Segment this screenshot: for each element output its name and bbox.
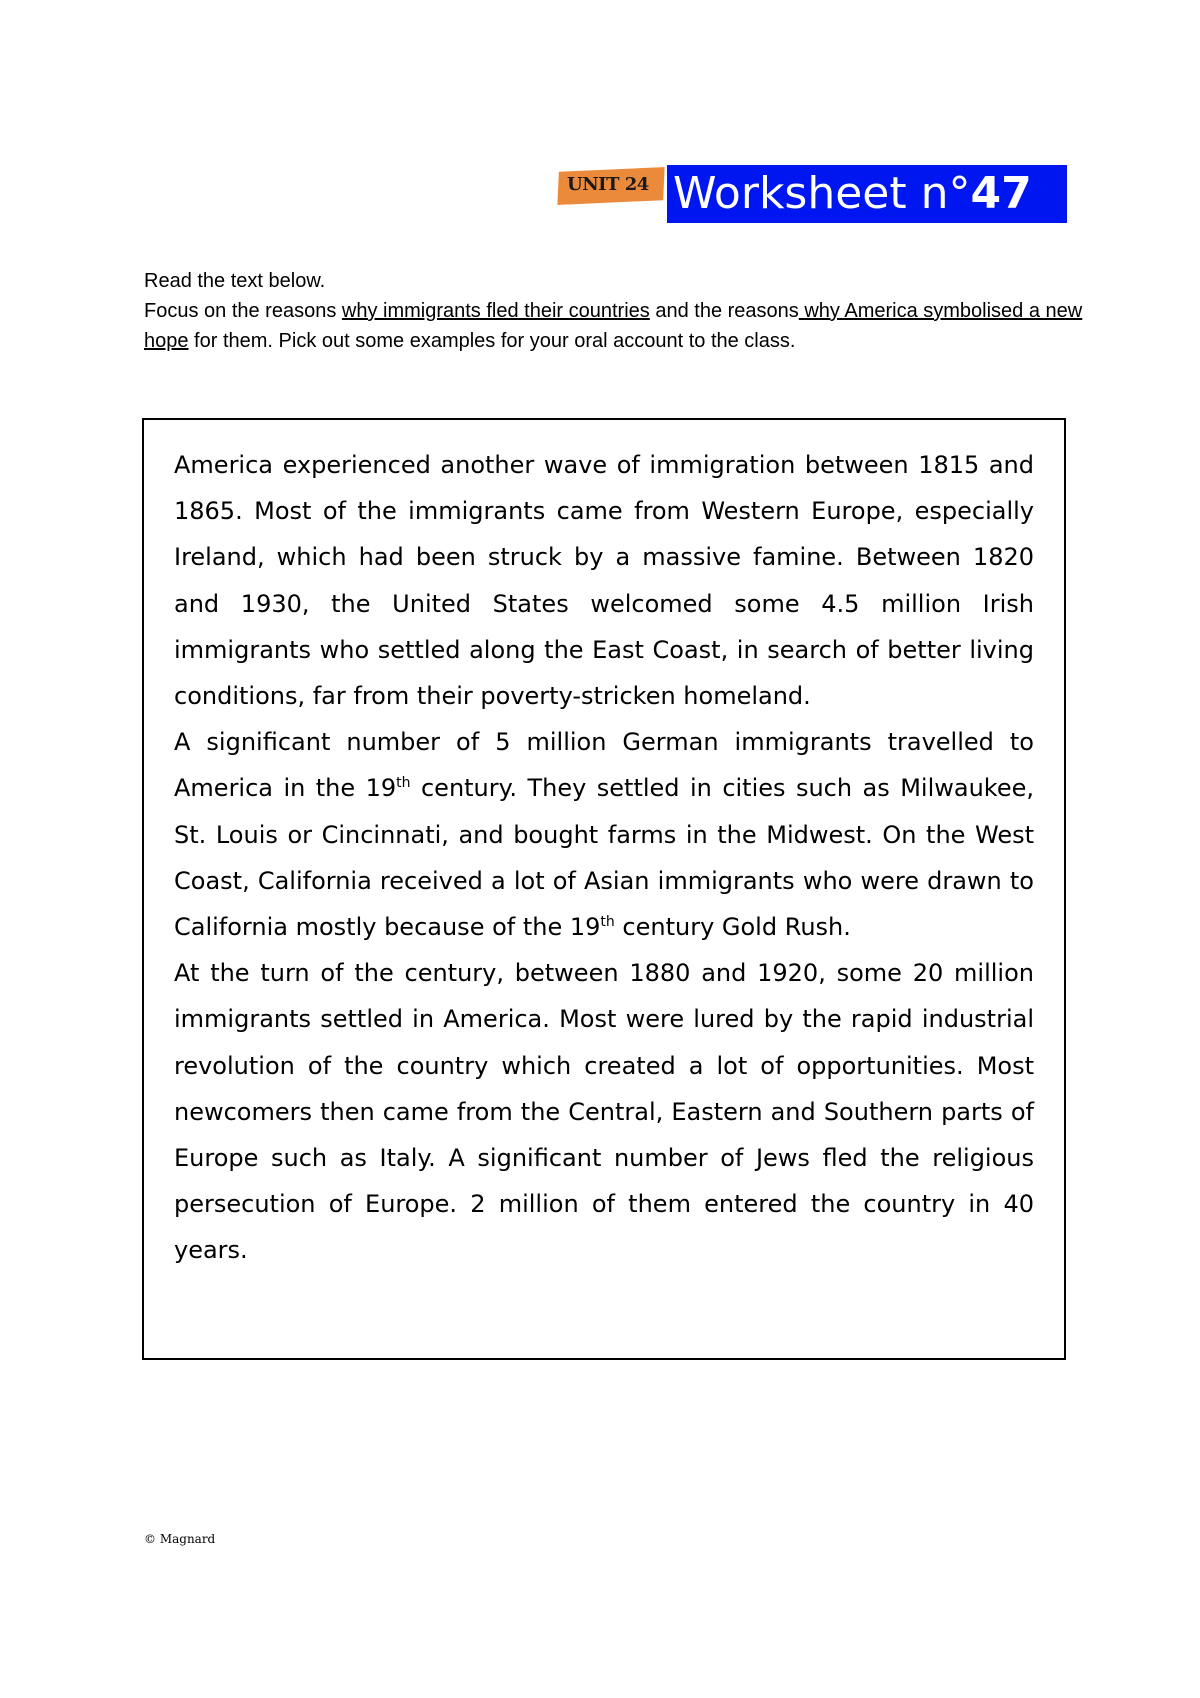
paragraph-2-text-3: century Gold Rush. xyxy=(614,913,851,942)
instructions-underline-2: why America symbolised a new hope xyxy=(144,300,1083,352)
worksheet-number: 47 xyxy=(970,168,1032,219)
instructions-line-2 xyxy=(144,296,1084,356)
paragraph-1: America experienced another wave of immigration between 1815 and 1865. Most of the immigrants came from Western Europe, especially Ireland, which had been struck by a massive famine. Between 1820 and 1930, the United States welcomed some 4.5 million Irish immigrants who settled along the East Coast, in search of better living conditions, far from their poverty-stricken homeland. xyxy=(174,451,1034,711)
unit-label: UNIT 24 xyxy=(567,174,649,195)
superscript-th-2: th xyxy=(600,914,615,931)
worksheet-title xyxy=(667,165,1067,223)
reading-text-box xyxy=(142,418,1066,1360)
instructions xyxy=(144,266,1084,356)
paragraph-2 xyxy=(174,719,1034,950)
paragraph-2-text-2: century. They settled in cities such as Milwaukee, St. Louis or Cincinnati, and bought farms in the Midwest. On the West Coast, California received a lot of Asian immigrants who were drawn to California mostly because of the 19 xyxy=(174,774,1034,942)
instructions-text-2: and the reasons xyxy=(649,300,799,322)
paragraph-3: At the turn of the century, between 1880 and 1920, some 20 million immigrants settled in America. Most were lured by the rapid industrial revolution of the country which created a lot of opportunities. Most newcomers then came from the Central, Eastern and Southern parts of Europe such as Italy. A significant number of Jews fled the religious persecution of Europe. 2 million of them entered the country in 40 years. xyxy=(174,959,1034,1265)
copyright-notice: © Magnard xyxy=(144,1532,216,1546)
worksheet-prefix: Worksheet n° xyxy=(673,168,971,219)
superscript-th-1: th xyxy=(396,775,411,792)
instructions-text-3: for them. Pick out some examples for your oral account to the class. xyxy=(188,330,796,352)
instructions-underline-1: why immigrants fled their countries xyxy=(341,300,650,322)
instructions-text-1: Focus on the reasons xyxy=(144,300,342,322)
paragraph-2-text-1: A significant number of 5 million German immigrants travelled to America in the 19 xyxy=(174,728,1034,803)
worksheet-header xyxy=(557,163,1067,225)
instructions-line-1: Read the text below. xyxy=(144,270,326,292)
